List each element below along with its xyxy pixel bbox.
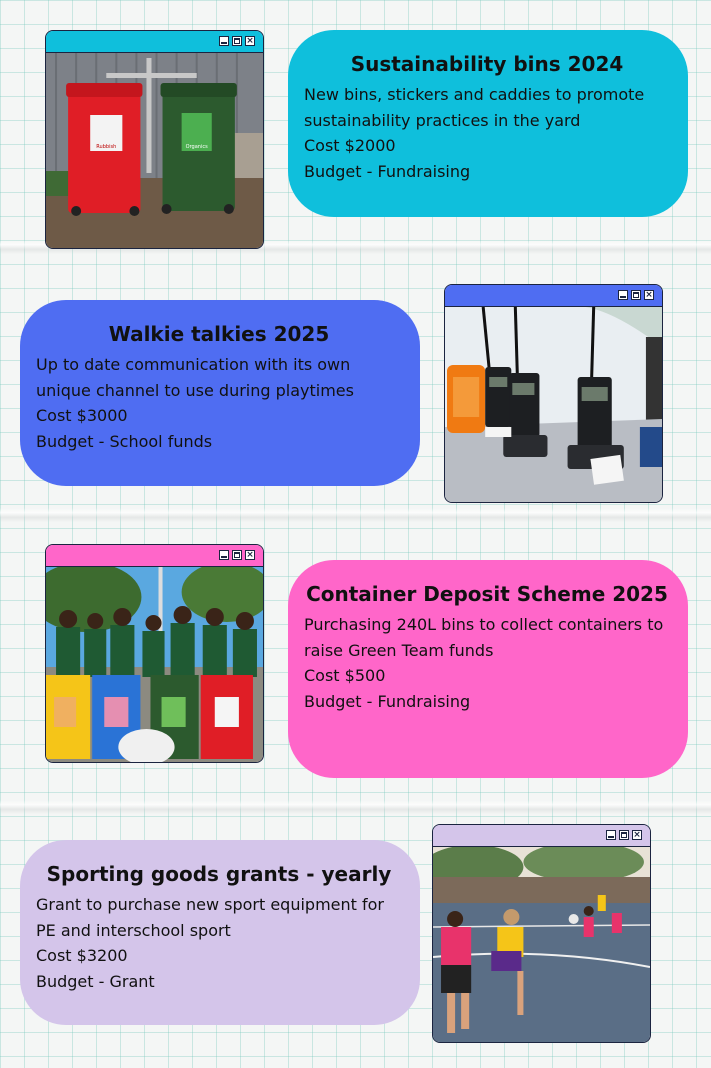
project-budget: Budget - Fundraising bbox=[304, 161, 471, 181]
window-title-bar[interactable] bbox=[433, 825, 650, 847]
window-title-bar[interactable] bbox=[445, 285, 662, 307]
project-title: Walkie talkies 2025 bbox=[108, 322, 330, 346]
project-card-sporting-goods bbox=[20, 840, 420, 1025]
maximize-icon[interactable] bbox=[232, 36, 242, 46]
photo-window-walkie-talkies bbox=[444, 284, 663, 503]
photo-window-container-deposit bbox=[45, 544, 264, 763]
minimize-icon[interactable] bbox=[618, 290, 628, 300]
close-icon[interactable]: × bbox=[633, 830, 641, 840]
project-budget: Budget - Grant bbox=[36, 971, 155, 991]
rubbish-sticker-label: Rubbish bbox=[96, 144, 117, 150]
maximize-icon[interactable] bbox=[631, 290, 641, 300]
maximize-icon[interactable] bbox=[232, 550, 242, 560]
minimize-icon[interactable] bbox=[219, 550, 229, 560]
minimize-icon[interactable] bbox=[219, 36, 229, 46]
project-cost: Cost $3000 bbox=[36, 406, 128, 425]
window-title-bar[interactable] bbox=[46, 545, 263, 567]
project-cost: Cost $500 bbox=[304, 666, 386, 685]
project-description: Purchasing 240L bins to collect containers to raise Green Team funds bbox=[304, 615, 664, 660]
organics-sticker-label: Organics bbox=[185, 144, 208, 150]
project-cost: Cost $3200 bbox=[36, 946, 128, 965]
project-title: Sustainability bins 2024 bbox=[350, 52, 624, 76]
window-title-bar[interactable] bbox=[46, 31, 263, 53]
photo-window-bins bbox=[45, 30, 264, 249]
project-title: Container Deposit Scheme 2025 bbox=[306, 582, 668, 606]
project-title: Sporting goods grants - yearly bbox=[46, 862, 392, 886]
close-icon[interactable]: × bbox=[246, 36, 254, 46]
close-icon[interactable]: × bbox=[246, 550, 254, 560]
maximize-icon[interactable] bbox=[619, 830, 629, 840]
minimize-icon[interactable] bbox=[606, 830, 616, 840]
project-card-sustainability-bins bbox=[288, 30, 688, 217]
photo-window-netball bbox=[432, 824, 651, 1043]
walkie-talkies-photo bbox=[445, 307, 662, 502]
paper-crease bbox=[0, 800, 711, 814]
project-description: Up to date communication with its own unique channel to use during playtimes bbox=[36, 355, 354, 400]
project-budget: Budget - School funds bbox=[36, 431, 213, 451]
bins-photo bbox=[46, 53, 263, 248]
project-description: Grant to purchase new sport equipment for PE and interschool sport bbox=[36, 895, 385, 940]
project-card-walkie-talkies bbox=[20, 300, 420, 486]
paper-crease bbox=[0, 508, 711, 522]
project-description: New bins, stickers and caddies to promote sustainability practices in the yard bbox=[304, 85, 645, 130]
project-budget: Budget - Fundraising bbox=[304, 691, 471, 711]
green-team-photo bbox=[46, 567, 263, 762]
close-icon[interactable]: × bbox=[645, 290, 653, 300]
project-cost: Cost $2000 bbox=[304, 136, 396, 155]
netball-photo bbox=[433, 847, 650, 1042]
project-card-container-deposit bbox=[288, 560, 688, 778]
